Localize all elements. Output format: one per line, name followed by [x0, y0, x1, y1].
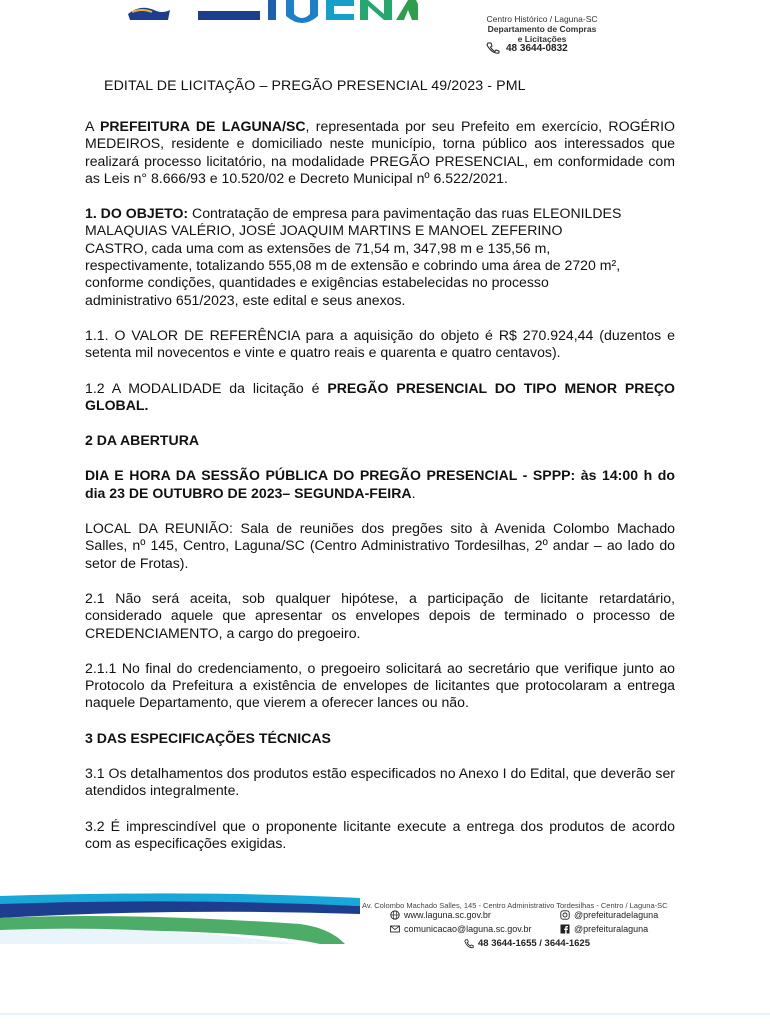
- modalidade-type: PREGÃO PRESENCIAL DO TIPO MENOR PREÇO GLOBAL.: [85, 379, 675, 413]
- footer-site: [390, 910, 491, 920]
- footer-instagram: [560, 910, 658, 920]
- header-phone: [486, 42, 568, 54]
- letterhead-footer: [0, 884, 770, 1024]
- footer-site-url: www.laguna.sc.gov.br: [404, 910, 491, 920]
- footer-phone-numbers: 48 3644-1655 / 3644-1625: [478, 938, 590, 949]
- municipal-logo: [118, 0, 418, 24]
- objeto-line-3: CASTRO, cada uma com as extensões de 71,54 m, 347,98 m e 135,56 m,: [85, 239, 551, 256]
- intro-organization: PREFEITURA DE LAGUNA/SC: [99, 118, 306, 134]
- session-end: .: [411, 484, 416, 501]
- footer-email: [390, 924, 532, 934]
- section-3-2: 3.2 É imprescindível que o proponente licitante execute a entrega dos produtos de acordo com as especificações exigidas.: [85, 817, 675, 851]
- section-3-heading: 3 DAS ESPECIFICAÇÕES TÉCNICAS: [85, 729, 331, 746]
- header-location: Centro Histórico / Laguna-SC: [486, 14, 598, 24]
- modalidade-text: 1.2 A MODALIDADE da licitação é: [85, 379, 328, 396]
- department-info: [486, 14, 598, 44]
- section-1-1-valor: 1.1. O VALOR DE REFERÊNCIA para a aquisição do objeto é R$ 270.924,44 (duzentos e setenta mil novecentos e vinte e quatro reais e quarenta e quatro centavos).: [85, 326, 675, 361]
- objeto-line-1: Contratação de empresa para pavimentação das ruas ELEONILDES: [188, 205, 622, 222]
- objeto-line-2: MALAQUIAS VALÉRIO, JOSÉ JOAQUIM MARTINS E MANOEL ZEFERINO: [85, 222, 563, 239]
- phone-icon: [486, 42, 500, 54]
- section-2-session: [85, 467, 675, 502]
- instagram-icon: [560, 910, 570, 920]
- objeto-label: 1. DO OBJETO:: [85, 205, 189, 222]
- objeto-line-4: respectivamente, totalizando 555,08 m de extensão e cobrindo uma área de 2720 m²,: [85, 257, 621, 274]
- header-department: Departamento de Compras: [487, 24, 597, 34]
- letterhead: [0, 0, 770, 62]
- envelope-icon: [390, 924, 400, 934]
- globe-icon: [390, 910, 400, 920]
- objeto-line-6: administrativo 651/2023, este edital e seus anexos.: [85, 291, 406, 308]
- header-phone-number: 48 3644-0832: [506, 42, 568, 54]
- header-department-sub: e Licitações: [517, 34, 567, 44]
- footer-address: Av. Colombo Machado Salles, 145 - Centro Administrativo Tordesilhas - Centro / Laguna-SC: [362, 901, 668, 910]
- phone-icon: [464, 939, 474, 949]
- section-2-heading: 2 DA ABERTURA: [85, 432, 200, 449]
- section-2-1-1: 2.1.1 No final do credenciamento, o pregoeiro solicitará ao secretário que verifique junto ao Protocolo da Prefeitura a existência de envelopes de licitantes que protocolaram a entrega naquele Departamento, que vierem a oferecer lances ou não.: [85, 659, 675, 711]
- intro-article: A: [85, 118, 100, 134]
- footer-email-address: comunicacao@laguna.sc.gov.br: [404, 924, 532, 934]
- objeto-line-5: conforme condições, quantidades e exigências estabelecidas no processo: [85, 274, 549, 291]
- footer-phones: [464, 938, 590, 949]
- document-body: [85, 118, 675, 852]
- intro-text: , representada por seu Prefeito em exercício, ROGÉRIO MEDEIROS, residente e domiciliado neste município, torna público aos interessados que realizará processo licitatório, na modalidade PREGÃO PRESENCIAL, em conformidade com as Leis n° 8.666/93 e 10.520/02 e Decreto Municipal nº 6.522/2021.: [85, 118, 675, 186]
- session-datetime: DIA E HORA DA SESSÃO PÚBLICA DO PREGÃO PRESENCIAL - SPPP: às 14:00 h do dia 23 DE OUTUBRO DE 2023– SEGUNDA-FEIRA: [85, 467, 675, 501]
- footer-facebook: [560, 924, 648, 934]
- section-local: LOCAL DA REUNIÃO: Sala de reuniões dos pregões sito à Avenida Colombo Machado Salles, nº 145, Centro, Laguna/SC (Centro Administrativo Tordesilhas, 2º andar – ao lado do setor de Frotas).: [85, 520, 675, 571]
- footer-facebook-handle: @prefeituralaguna: [574, 924, 649, 934]
- facebook-icon: [560, 924, 570, 934]
- section-1-2-modalidade: [85, 380, 675, 415]
- section-objeto: [85, 205, 675, 309]
- document-title: EDITAL DE LICITAÇÃO – PREGÃO PRESENCIAL 49/2023 - PML: [104, 78, 526, 94]
- section-3-1: 3.1 Os detalhamentos dos produtos estão especificados no Anexo I do Edital, que deverão ser atendidos integralmente.: [85, 765, 675, 799]
- footer-instagram-handle: @prefeituradelaguna: [574, 910, 659, 920]
- intro-paragraph: [85, 118, 675, 187]
- section-2-1: 2.1 Não será aceita, sob qualquer hipótese, a participação de licitante retardatário, considerado aquele que apresentar os envelopes depois de terminado o processo de CREDENCIAMENTO, a cargo do pregoeiro.: [85, 589, 675, 641]
